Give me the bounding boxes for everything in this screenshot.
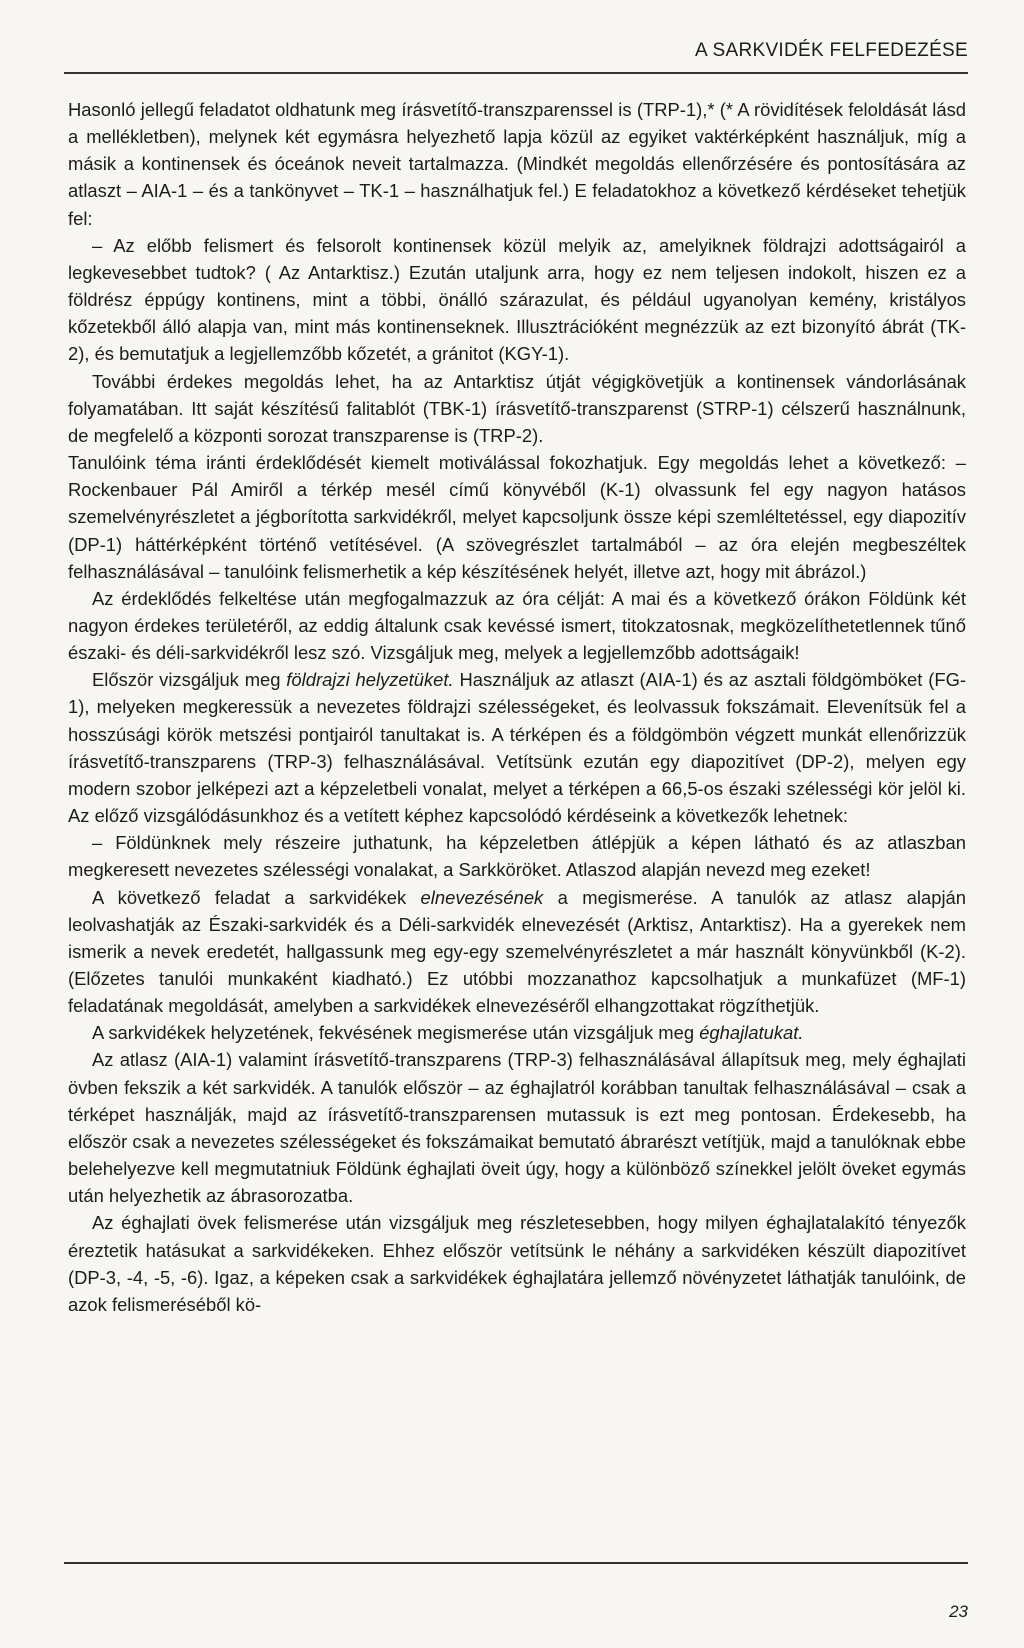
- page-number: 23: [949, 1602, 968, 1621]
- paragraph-8-emphasis: elnevezésének: [420, 886, 544, 908]
- paragraph-9-pre: A sarkvidékek helyzetének, fekvésének megismerése után vizsgáljuk meg: [92, 1022, 700, 1044]
- footer-rule: [64, 1562, 968, 1564]
- paragraph-1: Hasonló jellegű feladatot oldhatunk meg írásvetítő-transzparenssel is (TRP-1),* (* A rövidítések feloldását lásd a mellékletben), melynek két egymásra helyezhető lapja közül az egyiket vaktérképként használjuk, míg a másik a kontinensek és óceánok neveit tartalmazza. (Mindkét megoldás ellenőrzésére és pontosítására az atlaszt – AIA-1 – és a tankönyvet – TK-1 – használhatjuk fel.) E feladatokhoz a következő kérdéseket tehetjük fel:: [68, 99, 966, 229]
- header-rule: [64, 72, 968, 74]
- paragraph-6-post: Használjuk az atlaszt (AIA-1) és az asztali földgömböket (FG-1), melyeken megkeressük a nevezetes földrajzi szélességeket, és leolvassuk fokszámait. Elevenítsük fel a hosszúsági körök metszési pontjairól tanultakat is. A térképen és a földgömbön végzett munkát ellenőrizzük írásvetítő-transzparens (TRP-3) felhasználásával. Vetítsünk ezután egy diapozitívet (DP-2), melyen egy modern szobor jelképezi azt a képzeletbeli vonalat, melyet a térképen a 66,5-os északi szélességi kör jelöl ki. Az előző vizsgálódásunkhoz és a vetített képhez kapcsolódó kérdéseink a következők lehetnek:: [68, 669, 966, 827]
- paragraph-4: Tanulóink téma iránti érdeklődését kiemelt motiválással fokozhatjuk. Egy megoldás lehet a következő: – Rockenbauer Pál Amiről a térkép mesél című könyvéből (K-1) olvassunk fel egy nagyon hatásos szemelvényrészletet a jégborította sarkvidékről, melyet kapcsoljunk össze képi szemléltetéssel, egy diapozitív (DP-1) háttérképként történő vetítésével. (A szövegrészlet tartalmából – az óra elején megbeszéltek felhasználásával – tanulóink felismerhetik a kép készítésének helyét, illetve azt, hogy mit ábrázol.): [68, 452, 966, 582]
- paragraph-11: Az éghajlati övek felismerése után vizsgáljuk meg részletesebben, hogy milyen éghajlatalakító tényezők éreztetik hatásukat a sarkvidékeken. Ehhez először vetítsünk le néhány a sarkvidéken készült diapozitívet (DP-3, -4, -5, -6). Igaz, a képeken csak a sarkvidékek éghajlatára jellemző növényzetet láthatják tanulóink, de azok felismeréséből kö-: [68, 1212, 966, 1315]
- paragraph-8-post: a megismerése. A tanulók az atlasz alapján leolvashatják az Északi-sarkvidék és a Déli-sarkvidék elnevezését (Arktisz, Antarktisz). Ha a gyerekek nem ismerik a nevek eredetét, hallgassunk meg egy-egy szemelvényrészletet a már használt könyvünkből (K-2). (Előzetes tanulói munkaként kiadható.) Ez utóbbi mozzanathoz kapcsolhatjuk a munkafüzet (MF-1) feladatának megoldását, amelyben a sarkvidékek elnevezéséről elhangzottakat rögzíthetjük.: [68, 886, 966, 1017]
- paragraph-10: Az atlasz (AIA-1) valamint írásvetítő-transzparens (TRP-3) felhasználásával állapítsuk meg, mely éghajlati övben fekszik a két sarkvidék. A tanulók először – az éghajlatról korábban tanultak felhasználásával – csak a térképet használják, majd az írásvetítő-transzparensen mutassuk is ezt meg pontosan. Érdekesebb, ha először csak a nevezetes szélességeket és fokszámaikat bemutató ábrarészt vetítjük, majd a tanulóknak ebbe belehelyezve kell megmutatniuk Földünk éghajlati öveit úgy, hogy a különböző színekkel jelölt öveket egymás után helyezhetik az ábrasorozatba.: [68, 1049, 966, 1207]
- paragraph-2-question: – Az előbb felismert és felsorolt kontinensek közül melyik az, amelyiknek földrajzi adottságairól a legkevesebbet tudtok? ( Az Antarktisz.) Ezután utaljunk arra, hogy ez nem teljesen indokolt, hiszen ez a földrész éppúgy kontinens, mint a többi, önálló szárazulat, és például ugyanolyan kemény, kristályos kőzetekből álló alapja van, mint más kontinenseknek. Illusztrációként megnézzük az ezt bizonyító ábrát (TK-2), és bemutatjuk a legjellemzőbb kőzetét, a gránitot (KGY-1).: [68, 234, 966, 365]
- running-header: A SARKVIDÉK FELFEDEZÉSE: [695, 40, 968, 61]
- paragraph-5: Az érdeklődés felkeltése után megfogalmazzuk az óra célját: A mai és a következő órákon Földünk két nagyon érdekes területéről, az eddig általunk csak kevéssé ismert, titokzatosnak, megközelíthetetlennek tűnő északi- és déli-sarkvidékről lesz szó. Vizsgáljuk meg, melyek a legjellemzőbb adottságaik!: [68, 587, 966, 664]
- paragraph-8-pre: A következő feladat a sarkvidékek: [92, 886, 421, 908]
- paragraph-6-pre: Először vizsgáljuk meg: [92, 669, 287, 691]
- paragraph-7-question: – Földünknek mely részeire juthatunk, ha képzeletben átlépjük a képen látható és az atlaszban megkeresett nevezetes szélességi vonalakat, a Sarkköröket. Atlaszod alapján nevezd meg ezeket!: [68, 832, 966, 881]
- body-text: [68, 96, 966, 1318]
- paragraph-6: [68, 666, 966, 829]
- paragraph-8: [68, 884, 966, 1020]
- paragraph-6-emphasis: földrajzi helyzetüket.: [286, 669, 454, 691]
- paragraph-3: További érdekes megoldás lehet, ha az Antarktisz útját végigkövetjük a kontinensek vándorlásának folyamatában. Itt saját készítésű falitablót (TBK-1) írásvetítő-transzparenst (STRP-1) célszerű használnunk, de megfelelő a központi sorozat transzparense is (TRP-2).: [68, 370, 966, 446]
- paragraph-9-emphasis: éghajlatukat.: [699, 1022, 804, 1044]
- paragraph-9: [68, 1019, 966, 1046]
